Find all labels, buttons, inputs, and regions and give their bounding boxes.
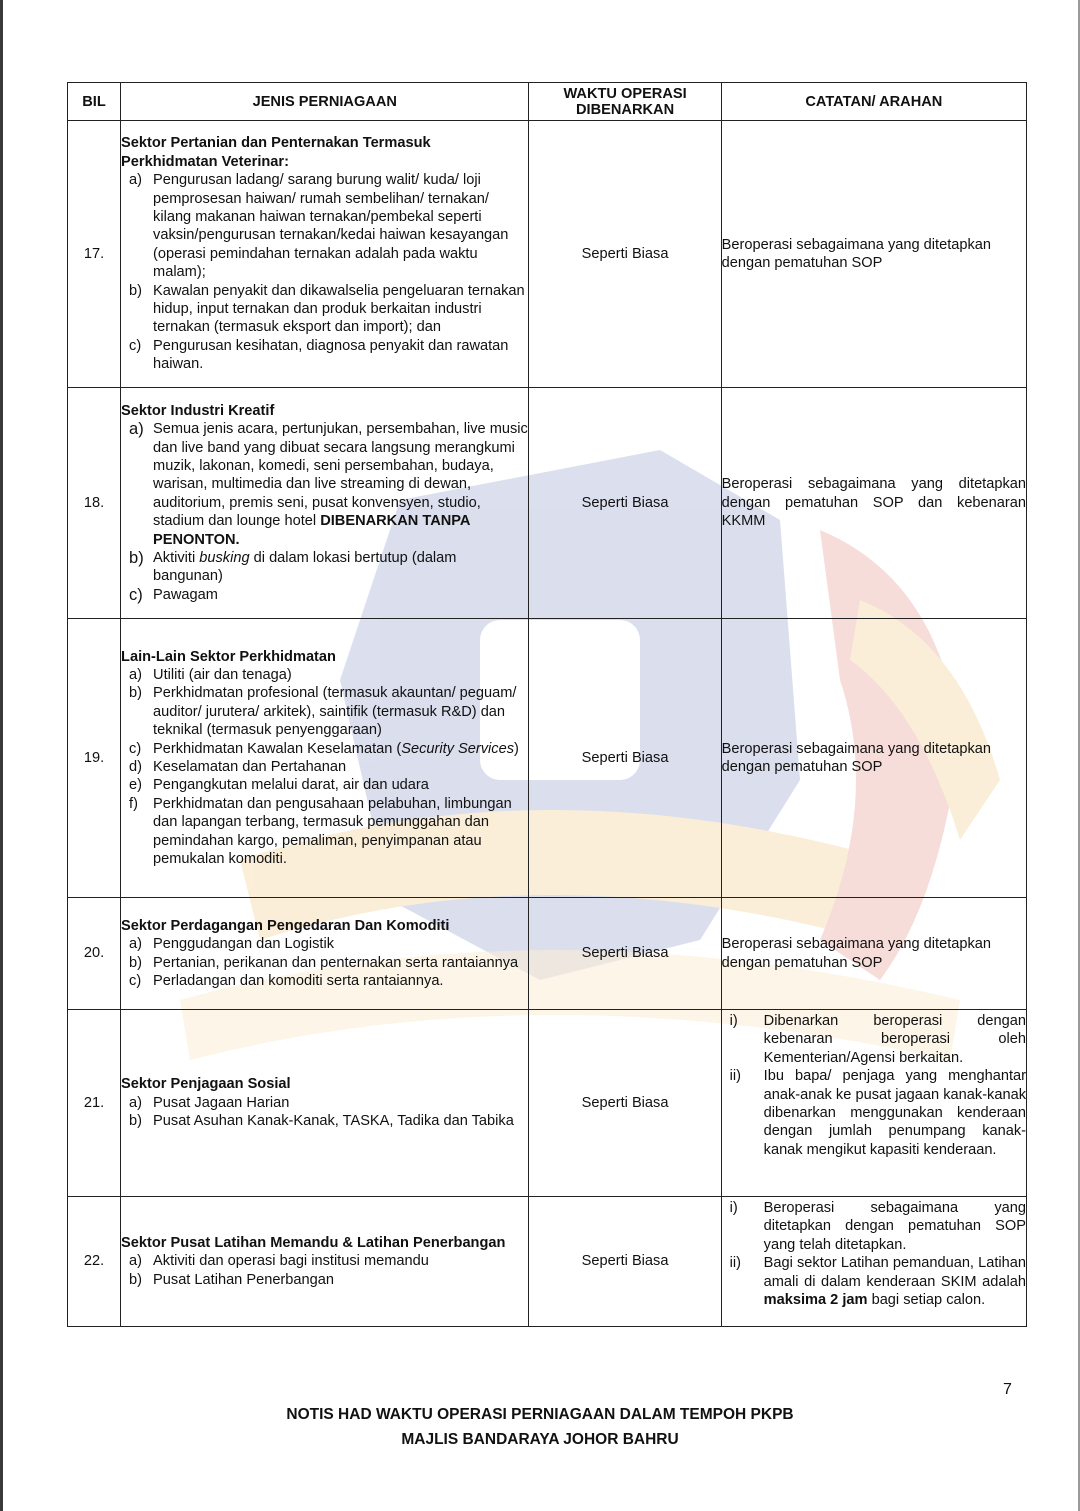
- row-catatan: Beroperasi sebagaimana yang ditetapkan dengan pematuhan SOP: [721, 898, 1026, 1010]
- table-row: [68, 1197, 1027, 1327]
- list-item: a) Aktiviti dan operasi bagi institusi memandu: [129, 1253, 429, 1270]
- row-bil: 20.: [68, 898, 121, 1010]
- row-jenis: [121, 1197, 529, 1327]
- notes-list: [722, 1199, 1026, 1309]
- list-item: a) Pusat Jagaan Harian: [129, 1094, 290, 1111]
- row-bil: 21.: [68, 1010, 121, 1197]
- row-waktu: Seperti Biasa: [529, 1197, 721, 1327]
- row-jenis: [121, 619, 529, 898]
- list-item: a) Utiliti (air dan tenaga): [129, 666, 292, 683]
- list-item: e) Pengangkutan melalui darat, air dan udara: [129, 777, 429, 794]
- footer-authority: MAJLIS BANDARAYA JOHOR BAHRU: [401, 1431, 679, 1448]
- header-bil: BIL: [68, 83, 121, 121]
- list-item: c) Perkhidmatan Kawalan Keselamatan (Security Services): [129, 740, 519, 757]
- list-item: b) Aktiviti busking di dalam lokasi bertutup (dalam bangunan): [129, 549, 457, 585]
- footer-title: NOTIS HAD WAKTU OPERASI PERNIAGAAN DALAM TEMPOH PKPB: [286, 1406, 794, 1423]
- header-jenis: JENIS PERNIAGAAN: [121, 83, 529, 121]
- table-row: [68, 121, 1027, 388]
- row-catatan: Beroperasi sebagaimana yang ditetapkan dengan pematuhan SOP: [721, 121, 1026, 388]
- row-jenis: [121, 121, 529, 388]
- row-jenis: [121, 898, 529, 1010]
- sector-title: Sektor Industri Kreatif: [121, 402, 275, 419]
- sector-title: Lain-Lain Sektor Perkhidmatan: [121, 648, 336, 665]
- list-item: b) Perkhidmatan profesional (termasuk akauntan/ peguam/ auditor/ jurutera/ arkitek), saintifik (termasuk R&D) dan teknikal (termasuk penyenggaraan): [129, 685, 517, 739]
- table-row: [68, 388, 1027, 619]
- row-waktu: Seperti Biasa: [529, 388, 721, 619]
- list-item: i) Beroperasi sebagaimana yang ditetapkan dengan pematuhan SOP yang telah ditetapkan.: [729, 1200, 1026, 1253]
- header-waktu: WAKTU OPERASI DIBENARKAN: [529, 83, 721, 121]
- page-number: 7: [1003, 1381, 1012, 1398]
- row-bil: 22.: [68, 1197, 121, 1327]
- list-item: b) Kawalan penyakit dan dikawalselia pengeluaran ternakan hidup, input ternakan dan produk berkaitan industri ternakan (termasuk eksport dan import); dan: [129, 282, 525, 336]
- sector-title: Sektor Pusat Latihan Memandu & Latihan Penerbangan: [121, 1234, 506, 1251]
- list-item: ii) Ibu bapa/ penjaga yang menghantar anak-anak ke pusat jagaan kanak-kanak dibenarkan menggunakan kenderaan dengan jumlah penumpang kanak-kanak mengikut kapasiti kenderaan.: [729, 1068, 1026, 1158]
- row-bil: 19.: [68, 619, 121, 898]
- row-waktu: Seperti Biasa: [529, 1010, 721, 1197]
- list-item: b) Pusat Asuhan Kanak-Kanak, TASKA, Tadika dan Tabika: [129, 1113, 514, 1130]
- row-catatan: [721, 1197, 1026, 1327]
- list-item: a) Penggudangan dan Logistik: [129, 936, 335, 953]
- row-bil: 18.: [68, 388, 121, 619]
- row-waktu: Seperti Biasa: [529, 121, 721, 388]
- list-item: a) Semua jenis acara, pertunjukan, persembahan, live music dan live band yang dibuat secara langsung merangkumi muzik, lakonan, komedi, seni persembahan, budaya, warisan, multimedia dan live streaming di dewan, auditorium, premis seni, pusat konvensyen, studio, stadium dan lounge hotel DIBENARKAN TANPA PENONTON.: [129, 420, 528, 548]
- header-catatan: CATATAN/ ARAHAN: [721, 83, 1026, 121]
- table-row: [68, 898, 1027, 1010]
- row-waktu: Seperti Biasa: [529, 619, 721, 898]
- table-row: [68, 619, 1027, 898]
- list-item: d) Keselamatan dan Pertahanan: [129, 759, 347, 775]
- row-waktu: Seperti Biasa: [529, 898, 721, 1010]
- sector-title: Sektor Perdagangan Pengedaran Dan Komoditi: [121, 917, 450, 934]
- list-item: i) Dibenarkan beroperasi dengan kebenaran beroperasi oleh Kementerian/Agensi berkaitan.: [729, 1013, 1026, 1066]
- sector-title: Sektor Pertanian dan Penternakan Termasuk Perkhidmatan Veterinar:: [121, 135, 431, 170]
- list-item: b) Pertanian, perikanan dan penternakan serta rantaiannya: [129, 954, 519, 971]
- row-catatan: Beroperasi sebagaimana yang ditetapkan dengan pematuhan SOP: [721, 619, 1026, 898]
- row-bil: 17.: [68, 121, 121, 388]
- list-item: a) Pengurusan ladang/ sarang burung walit/ kuda/ loji pemprosesan haiwan/ rumah sembelihan/ ternakan/ kilang makanan haiwan ternakan/pembekal seperti vaksin/pengurusan ternakan/kedai haiwan kesayangan (operasi pemindahan ternakan adalah pada waktu malam);: [129, 172, 509, 281]
- list-item: b) Pusat Latihan Penerbangan: [129, 1271, 334, 1288]
- row-catatan: Beroperasi sebagaimana yang ditetapkan dengan pematuhan SOP dan kebenaran KKMM: [721, 388, 1026, 619]
- list-item: f) Perkhidmatan dan pengusahaan pelabuhan, limbungan dan lapangan terbang, termasuk pemunggahan dan pemindahan kargo, pemaliman, penyimpanan atau pemukalan komoditi.: [129, 795, 512, 868]
- business-schedule-table: [67, 82, 1027, 1327]
- table-header-row: [68, 83, 1027, 121]
- row-catatan: [721, 1010, 1026, 1197]
- row-jenis: [121, 1010, 529, 1197]
- table-row: [68, 1010, 1027, 1197]
- page-left-edge: [0, 0, 3, 1511]
- list-item: ii) Bagi sektor Latihan pemanduan, Latihan amali di dalam kenderaan SKIM adalah maksima 2 jam bagi setiap calon.: [729, 1255, 1026, 1309]
- list-item: c) Pawagam: [129, 585, 218, 604]
- sector-title: Sektor Penjagaan Sosial: [121, 1076, 291, 1093]
- row-jenis: [121, 388, 529, 619]
- list-item: c) Pengurusan kesihatan, diagnosa penyakit dan rawatan haiwan.: [129, 337, 509, 373]
- notes-list: [722, 1012, 1026, 1159]
- list-item: c) Perladangan dan komoditi serta rantaiannya.: [129, 972, 444, 989]
